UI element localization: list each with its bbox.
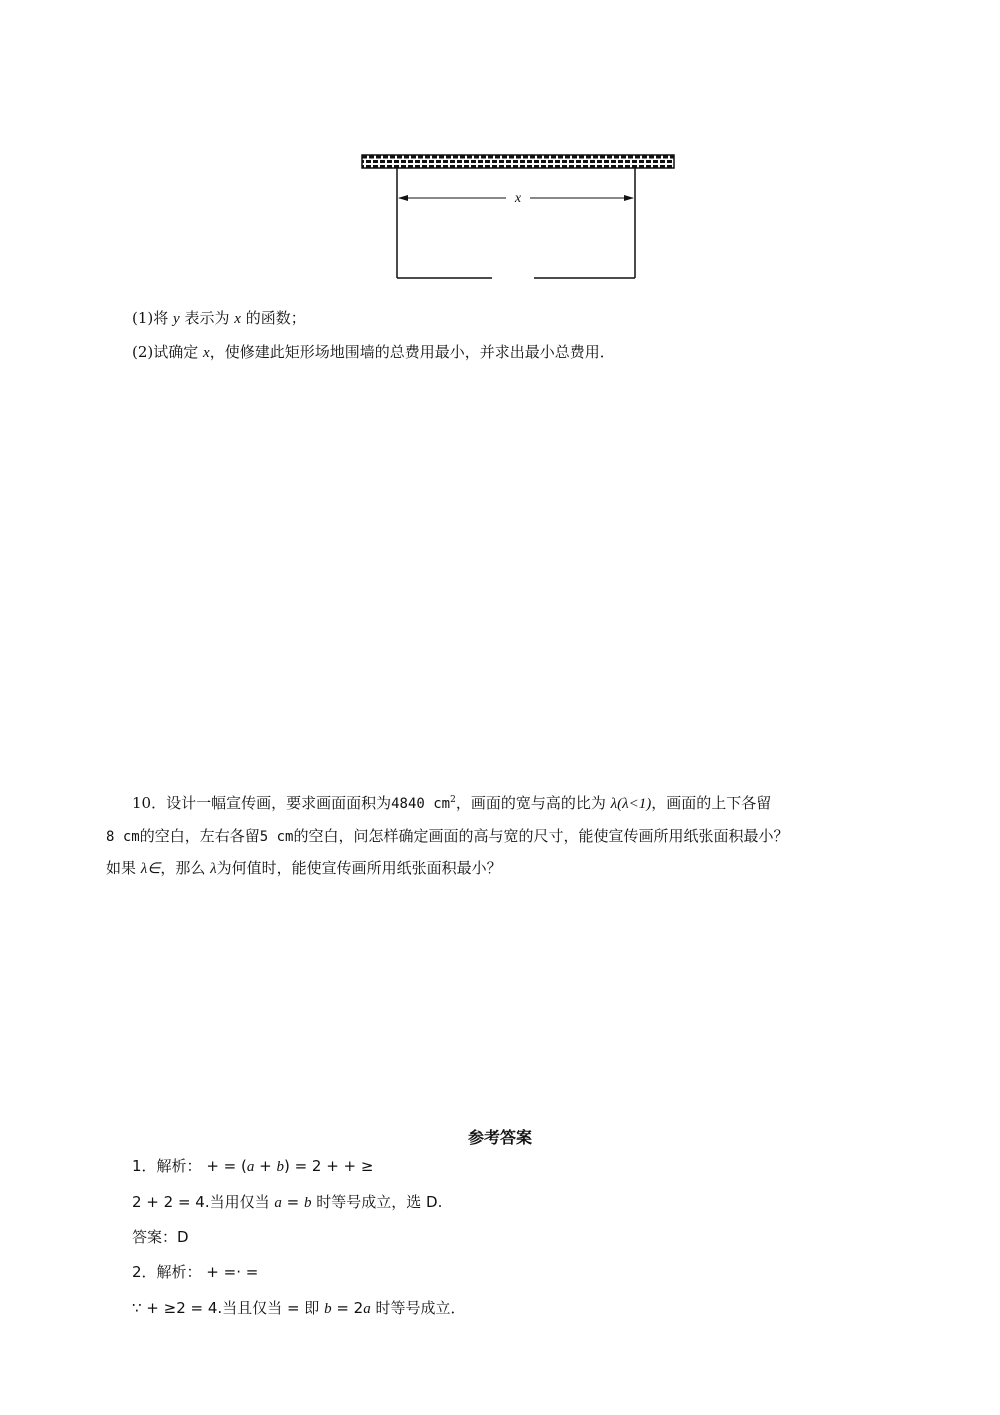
answer1-line2	[132, 1192, 442, 1213]
q10-l1-c: ，画面的上下各留	[651, 794, 772, 812]
a1-l2-var-b: b	[304, 1195, 312, 1211]
arrow-right-icon	[624, 195, 634, 201]
q10-l1-b: ，画面的宽与高的比为	[455, 794, 611, 812]
answers-title: 参考答案	[467, 1128, 532, 1147]
a1-var-b: b	[276, 1159, 284, 1175]
q9-p1-var-y: y	[173, 311, 180, 327]
a2-l2-eq: = 2	[331, 1299, 364, 1317]
a1-l2-a: 2 + 2 = 4.当用仅当	[132, 1193, 275, 1211]
a2-l2-b: 时等号成立．	[370, 1299, 466, 1317]
q9-p1-prefix: (1)将	[132, 309, 174, 327]
q9-p2-var-x: x	[203, 345, 210, 361]
existing-wall	[362, 155, 674, 168]
q10-margin-side: 5 cm	[259, 829, 294, 845]
question9-part1	[132, 308, 306, 329]
q10-l3-b: ，那么	[160, 859, 211, 877]
q10-l3-c: 为何值时，能使宣传画所用纸张面积最小？	[216, 859, 502, 877]
a1-prefix: 1．解析：	[132, 1157, 202, 1175]
enclosure-diagram-svg	[358, 150, 678, 285]
q10-l3-a: 如果	[106, 859, 141, 877]
q10-area-sup: 2	[450, 795, 456, 805]
q10-lambda: λ	[210, 861, 217, 877]
question10-line2	[106, 826, 788, 847]
arrow-left-icon	[398, 195, 408, 201]
a2-l2-a: ∵ + ≥2 = 4.当且仅当 = 即	[132, 1299, 325, 1317]
answer2-line1: 2．解析： + =· =	[132, 1263, 259, 1281]
a1-l2-var-a: a	[274, 1195, 282, 1211]
q10-l1-a: 10．设计一幅宣传画，要求画面面积为	[132, 794, 392, 812]
q10-lambda-cond: λ(λ<1)	[610, 796, 652, 812]
a2-l2-var-a: a	[363, 1301, 371, 1317]
question10-line3	[106, 858, 502, 879]
q9-p2-prefix: (2)试确定	[132, 343, 204, 361]
q9-p1-suffix: 的函数；	[240, 309, 306, 327]
q10-area-value: 4840 cm	[391, 796, 451, 812]
a1-l2-eq: =	[281, 1193, 304, 1211]
a2-l2-var-b: b	[324, 1301, 332, 1317]
answer1-line1	[132, 1156, 373, 1177]
a1-expr-b: ) = 2 + + ≥	[283, 1157, 374, 1175]
answer2-line2	[132, 1298, 466, 1319]
a1-expr-a: + = (	[201, 1157, 247, 1175]
a1-plus: +	[254, 1157, 277, 1175]
q9-p1-var-x: x	[234, 311, 241, 327]
q10-l2-b: 的空白，问怎样确定画面的高与宽的尺寸，能使宣传画所用纸张面积最小？	[293, 827, 789, 845]
a1-l2-b: 时等号成立，选 D.	[311, 1193, 443, 1211]
question9-part2	[132, 342, 615, 363]
a1-var-a: a	[246, 1159, 255, 1175]
q10-l2-a: 的空白，左右各留	[139, 827, 260, 845]
q10-margin-top: 8 cm	[106, 829, 140, 845]
answer1-final: 答案：D	[132, 1228, 189, 1246]
q9-p2-suffix: ，使修建此矩形场地围墙的总费用最小，并求出最小总费用．	[209, 343, 615, 361]
q10-lambda-in: λ∈	[140, 861, 161, 877]
enclosure-diagram	[358, 150, 678, 285]
question10-line1	[132, 790, 771, 814]
q9-p1-mid: 表示为	[179, 309, 235, 327]
dimension-label: x	[514, 191, 522, 206]
